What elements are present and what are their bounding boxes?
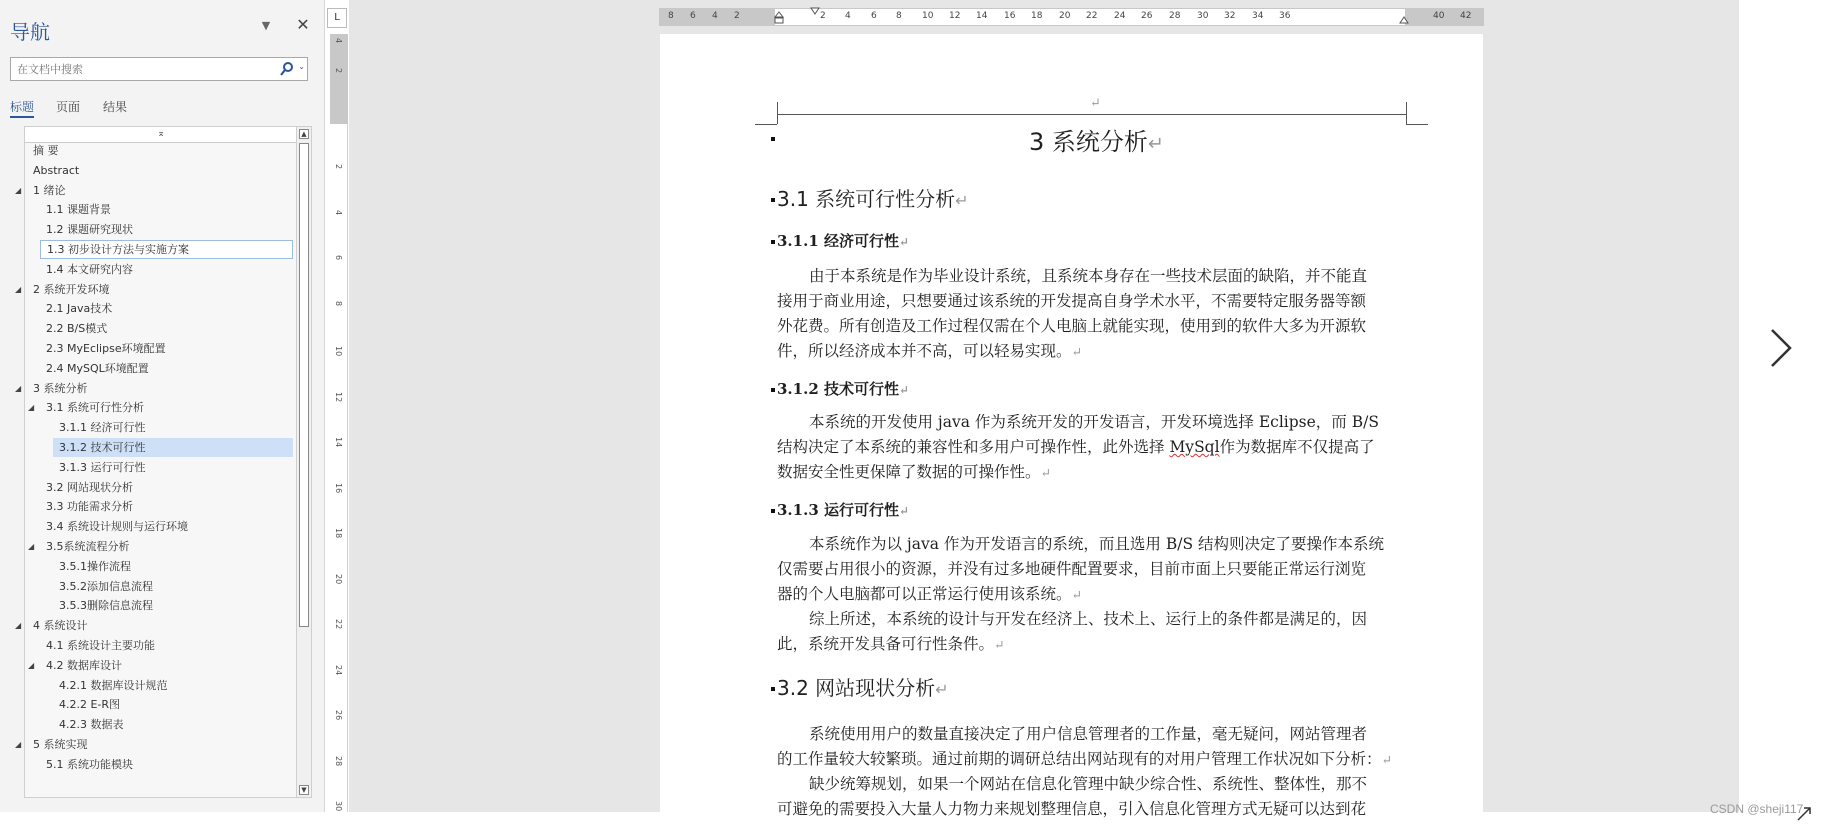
tree-scrollbar[interactable] xyxy=(296,126,312,798)
crop-mark xyxy=(777,102,778,124)
crop-mark xyxy=(1406,124,1428,125)
expand-caret-icon[interactable]: ◢ xyxy=(15,383,22,393)
tree-item[interactable] xyxy=(40,359,293,378)
collapse-all-icon[interactable]: ⌅ xyxy=(25,127,297,143)
paragraph-operational[interactable] xyxy=(777,532,1407,657)
header-paragraph-mark: ↵ xyxy=(1090,96,1101,111)
paragraph-mark: ↵ xyxy=(955,191,969,210)
ruler-number: 18 xyxy=(334,528,343,539)
ruler-number: 28 xyxy=(1169,11,1181,21)
tree-item[interactable] xyxy=(40,755,293,774)
tree-item-label: 1 绪论 xyxy=(33,183,66,197)
tree-item-label: 3.1.2 技术可行性 xyxy=(59,441,146,454)
tree-item-label: 3.5系统流程分析 xyxy=(46,540,130,553)
tree-item-label: 摘 要 xyxy=(33,144,59,157)
section-heading-3-1-2-text: 3.1.2 技术可行性 xyxy=(777,380,899,398)
search-icon[interactable] xyxy=(279,61,295,77)
first-line-indent-marker-icon[interactable] xyxy=(810,7,820,17)
tree-item[interactable] xyxy=(27,141,293,160)
tree-item-label: 3.5.1操作流程 xyxy=(59,559,131,573)
left-indent-marker-icon[interactable] xyxy=(774,9,784,25)
ruler-number: 30 xyxy=(334,801,343,812)
text-line: 器的个人电脑都可以正常运行使用该系统。 xyxy=(777,585,1072,603)
text-line: 仅需要占用很小的资源，并没有过多地硬件配置要求，目前市面上只要能正常运行浏览 xyxy=(777,560,1367,578)
paragraph-economic[interactable] xyxy=(777,264,1407,364)
paragraph-mark: ↵ xyxy=(1147,132,1164,155)
ruler-number: 16 xyxy=(1004,11,1016,21)
ruler-number: 4 xyxy=(334,209,343,215)
heading-bullet xyxy=(771,509,775,513)
tree-item[interactable] xyxy=(40,299,293,318)
heading-bullet xyxy=(771,240,775,244)
ruler-number: 2 xyxy=(734,11,740,21)
paragraph-mark: ↵ xyxy=(898,504,910,518)
nav-search-box xyxy=(10,57,308,81)
chevron-right-icon[interactable] xyxy=(1766,326,1796,370)
heading-bullet xyxy=(771,198,775,202)
ruler-number: 28 xyxy=(334,755,343,766)
tree-item-label: 5.1 系统功能模块 xyxy=(46,757,133,771)
text-line: 缺少统筹规划，如果一个网站在信息化管理中缺少综合性、系统性、整体性，那不 xyxy=(809,775,1368,793)
text-line: 的工作量较大较繁琐。通过前期的调研总结出网站现有的对用户管理工作状况如下分析： xyxy=(777,750,1382,768)
tree-item[interactable] xyxy=(27,161,293,180)
text-line: 件，所以经济成本并不高，可以轻易实现。 xyxy=(777,342,1072,360)
ruler-number: 8 xyxy=(668,11,674,21)
ruler-number: 24 xyxy=(1114,11,1126,21)
ruler-number: 20 xyxy=(334,573,343,584)
heading-tree xyxy=(15,126,298,798)
ruler-number: 10 xyxy=(334,346,343,357)
tree-item[interactable] xyxy=(40,339,293,358)
text-line: 数据安全性更保障了数据的可操作性。 xyxy=(777,463,1041,481)
close-icon[interactable]: ✕ xyxy=(296,15,310,34)
tree-item[interactable] xyxy=(53,438,293,457)
paragraph-site-status[interactable] xyxy=(777,722,1407,822)
paragraph-mark: ↵ xyxy=(1071,344,1082,359)
tree-item-label: 3.1.3 运行可行性 xyxy=(59,460,146,474)
tree-item[interactable] xyxy=(53,676,293,695)
vertical-ruler[interactable] xyxy=(330,34,348,812)
tree-item-label: 2.2 B/S模式 xyxy=(46,322,108,336)
tree-item[interactable] xyxy=(15,379,293,398)
heading-bullet xyxy=(771,137,775,141)
search-options-chevron-icon[interactable]: ⌄ xyxy=(298,62,305,71)
text-line: 外花费。所有创造及工作过程仅需在个人电脑上就能实现，使用到的软件大多为开源软 xyxy=(777,317,1367,335)
expand-caret-icon[interactable]: ◢ xyxy=(28,542,35,551)
ruler-number: 2 xyxy=(820,11,826,21)
ruler-number: 6 xyxy=(690,11,696,21)
ruler-number: 12 xyxy=(949,11,961,21)
tree-item-label: 3.3 功能需求分析 xyxy=(46,500,133,514)
tree-item-label: 1.2 课题研究现状 xyxy=(46,223,133,237)
ruler-number: 12 xyxy=(334,391,343,402)
tree-item[interactable] xyxy=(40,200,293,219)
tree-item-label: 2.1 Java技术 xyxy=(46,302,113,316)
tree-item[interactable] xyxy=(28,537,293,556)
tree-item[interactable] xyxy=(53,695,293,714)
ruler-number: 6 xyxy=(871,11,877,21)
tree-item[interactable] xyxy=(40,240,293,259)
ruler-number: 4 xyxy=(712,11,718,21)
paragraph-mark: ↵ xyxy=(898,235,910,249)
ruler-number: 8 xyxy=(334,300,343,306)
tree-item-label: 3.5.3删除信息流程 xyxy=(59,599,153,613)
heading-bullet xyxy=(771,388,775,392)
expand-caret-icon[interactable]: ◢ xyxy=(28,403,35,413)
tree-item[interactable] xyxy=(15,616,293,635)
expand-caret-icon[interactable]: ◢ xyxy=(28,660,35,670)
section-heading-3-1-3-text: 3.1.3 运行可行性 xyxy=(777,501,899,519)
chevron-down-icon[interactable]: ▼ xyxy=(261,19,271,32)
tree-item-label: 4.2.3 数据表 xyxy=(59,718,124,732)
tree-item[interactable] xyxy=(40,319,293,338)
resize-icon[interactable] xyxy=(1796,806,1812,822)
tree-item-label: 1.1 课题背景 xyxy=(46,203,111,217)
ruler-number: 22 xyxy=(1086,11,1098,21)
section-heading-3-2[interactable] xyxy=(777,672,949,701)
tree-item[interactable] xyxy=(28,656,293,675)
tree-item-label: 2 系统开发环境 xyxy=(33,282,110,296)
ruler-number: 14 xyxy=(334,437,343,448)
text-line: 此，系统开发具备可行性条件。 xyxy=(777,635,995,653)
chapter-heading[interactable] xyxy=(1029,122,1164,157)
tree-item-label: 4.2 数据库设计 xyxy=(46,658,122,672)
tree-item[interactable] xyxy=(53,577,293,596)
right-indent-marker-icon[interactable] xyxy=(1399,13,1409,25)
expand-caret-icon[interactable]: ◢ xyxy=(15,185,22,195)
tree-item[interactable] xyxy=(40,497,293,516)
watermark: CSDN @sheji117 xyxy=(1710,802,1804,816)
chapter-heading-text: 3 系统分析 xyxy=(1029,128,1148,156)
tree-item[interactable] xyxy=(40,478,293,497)
ruler-number: 14 xyxy=(976,11,988,21)
expand-caret-icon[interactable]: ◢ xyxy=(15,621,22,631)
crop-mark xyxy=(1406,102,1407,124)
ruler-number: 2 xyxy=(334,164,343,170)
tree-item[interactable] xyxy=(53,458,293,477)
tab-results[interactable]: 结果 xyxy=(103,100,128,114)
tree-item-label: 5 系统实现 xyxy=(33,738,88,751)
text-line: 本系统的开发使用 java 作为系统开发的开发语言，开发环境选择 Eclipse，而 B/S xyxy=(809,413,1379,431)
active-tab-indicator xyxy=(10,116,34,118)
ruler-number: 4 xyxy=(334,38,343,44)
tab-pages[interactable]: 页面 xyxy=(56,100,81,114)
tree-item-label: 3.1 系统可行性分析 xyxy=(46,401,144,415)
ruler-number: 40 xyxy=(1433,11,1445,21)
section-heading-3-1-text: 3.1 系统可行性分析 xyxy=(777,187,956,211)
tree-item-label: 2.3 MyEclipse环境配置 xyxy=(46,342,166,355)
paragraph-mark: ↵ xyxy=(994,637,1005,652)
ruler-number: 30 xyxy=(1197,11,1209,21)
text-line: 接用于商业用途，只想要通过该系统的开发提高自身学术水平，不需要特定服务器等额 xyxy=(777,292,1367,310)
tree-item-label: 3.2 网站现状分析 xyxy=(46,480,133,494)
tree-item[interactable] xyxy=(53,715,293,734)
tree-item-label: 4 系统设计 xyxy=(33,619,88,633)
spellcheck-word[interactable]: MySql xyxy=(1169,438,1220,456)
ruler-number: 4 xyxy=(845,11,851,21)
ruler-number: 42 xyxy=(1460,11,1472,21)
ruler-number: 8 xyxy=(896,11,902,21)
text-line: 综上所述，本系统的设计与开发在经济上、技术上、运行上的条件都是满足的，因 xyxy=(809,610,1368,628)
tree-item[interactable] xyxy=(28,398,293,417)
tree-item[interactable] xyxy=(53,557,293,576)
expand-caret-icon[interactable]: ◢ xyxy=(15,740,22,749)
text-line: 由于本系统是作为毕业设计系统，且系统本身存在一些技术层面的缺陷，并不能直 xyxy=(809,267,1368,285)
tree-item[interactable] xyxy=(40,220,293,239)
expand-caret-icon[interactable]: ◢ xyxy=(15,284,22,294)
tree-item[interactable] xyxy=(40,260,293,279)
paragraph-technical[interactable] xyxy=(777,410,1407,485)
tree-item-label: Abstract xyxy=(33,163,80,177)
ruler-number: 22 xyxy=(334,619,343,630)
paragraph-mark: ↵ xyxy=(1040,465,1051,480)
tree-item-label: 3 系统分析 xyxy=(33,381,88,395)
ruler-number: 18 xyxy=(1031,11,1043,21)
tree-item[interactable] xyxy=(53,596,293,615)
ruler-number: 6 xyxy=(334,255,343,261)
header-line xyxy=(777,114,1407,115)
ruler-number: 20 xyxy=(1059,11,1071,21)
tree-item-label: 4.2.2 E-R图 xyxy=(59,698,121,712)
horizontal-ruler[interactable] xyxy=(659,8,1484,26)
paragraph-mark: ↵ xyxy=(1381,752,1392,767)
tree-item-label: 2.4 MySQL环境配置 xyxy=(46,361,149,375)
tree-item-label: 1.4 本文研究内容 xyxy=(46,262,133,276)
text-line: 可避免的需要投入大量人力物力来规划整理信息，引入信息化管理方式无疑可以达到花 xyxy=(777,800,1367,818)
tree-item[interactable] xyxy=(40,636,293,655)
tree-item[interactable] xyxy=(15,735,293,754)
ruler-number: 36 xyxy=(1279,11,1291,21)
tree-item-label: 4.1 系统设计主要功能 xyxy=(46,639,155,652)
text-line: 作为数据库不仅提高了 xyxy=(1219,438,1375,456)
tree-item[interactable] xyxy=(15,280,293,299)
paragraph-mark: ↵ xyxy=(898,383,910,397)
navigation-pane xyxy=(0,0,325,812)
ruler-number: 34 xyxy=(1252,11,1264,21)
ruler-number: 32 xyxy=(1224,11,1236,21)
scroll-thumb[interactable] xyxy=(299,143,309,627)
tree-item-label: 3.5.2添加信息流程 xyxy=(59,579,153,593)
scroll-up-icon[interactable]: ▲ xyxy=(299,129,309,139)
tree-item[interactable] xyxy=(15,181,293,200)
section-heading-3-1-3[interactable] xyxy=(777,499,909,520)
tab-stop-selector[interactable]: L xyxy=(327,8,347,28)
ruler-number: 26 xyxy=(334,710,343,721)
section-heading-3-1[interactable] xyxy=(777,183,969,212)
tree-item-label: 1.3 初步设计方法与实施方案 xyxy=(47,243,189,256)
nav-title: 导航 xyxy=(10,20,50,44)
text-line: 结构决定了本系统的兼容性和多用户可操作性，此外选择 xyxy=(777,438,1170,456)
search-input[interactable] xyxy=(11,58,271,80)
section-heading-3-2-text: 3.2 网站现状分析 xyxy=(777,676,936,700)
tab-headings[interactable]: 标题 xyxy=(10,100,35,114)
heading-bullet xyxy=(771,687,775,691)
section-heading-3-1-2[interactable] xyxy=(777,378,909,399)
tree-item-label: 4.2.1 数据库设计规范 xyxy=(59,678,168,692)
tree-item[interactable] xyxy=(40,517,293,536)
tree-item-label: 3.4 系统设计规则与运行环境 xyxy=(46,520,188,534)
crop-mark xyxy=(755,124,777,125)
ruler-number: 16 xyxy=(334,482,343,493)
section-heading-3-1-1-text: 3.1.1 经济可行性 xyxy=(777,232,899,250)
text-line: 本系统作为以 java 作为开发语言的系统，而且选用 B/S 结构则决定了要操作本系统 xyxy=(809,535,1384,553)
tree-item[interactable] xyxy=(53,418,293,437)
ruler-number: 2 xyxy=(334,68,343,74)
scroll-down-icon[interactable]: ▼ xyxy=(299,785,309,795)
ruler-number: 24 xyxy=(334,664,343,675)
text-line: 系统使用用户的数量直接决定了用户信息管理者的工作量，毫无疑问，网站管理者 xyxy=(809,725,1368,743)
document-page[interactable] xyxy=(660,34,1483,818)
section-heading-3-1-1[interactable] xyxy=(777,230,909,251)
paragraph-mark: ↵ xyxy=(1071,587,1082,602)
ruler-number: 10 xyxy=(922,11,934,21)
ruler-number: 26 xyxy=(1141,11,1153,21)
paragraph-mark: ↵ xyxy=(935,680,949,699)
tree-item-label: 3.1.1 经济可行性 xyxy=(59,421,146,435)
